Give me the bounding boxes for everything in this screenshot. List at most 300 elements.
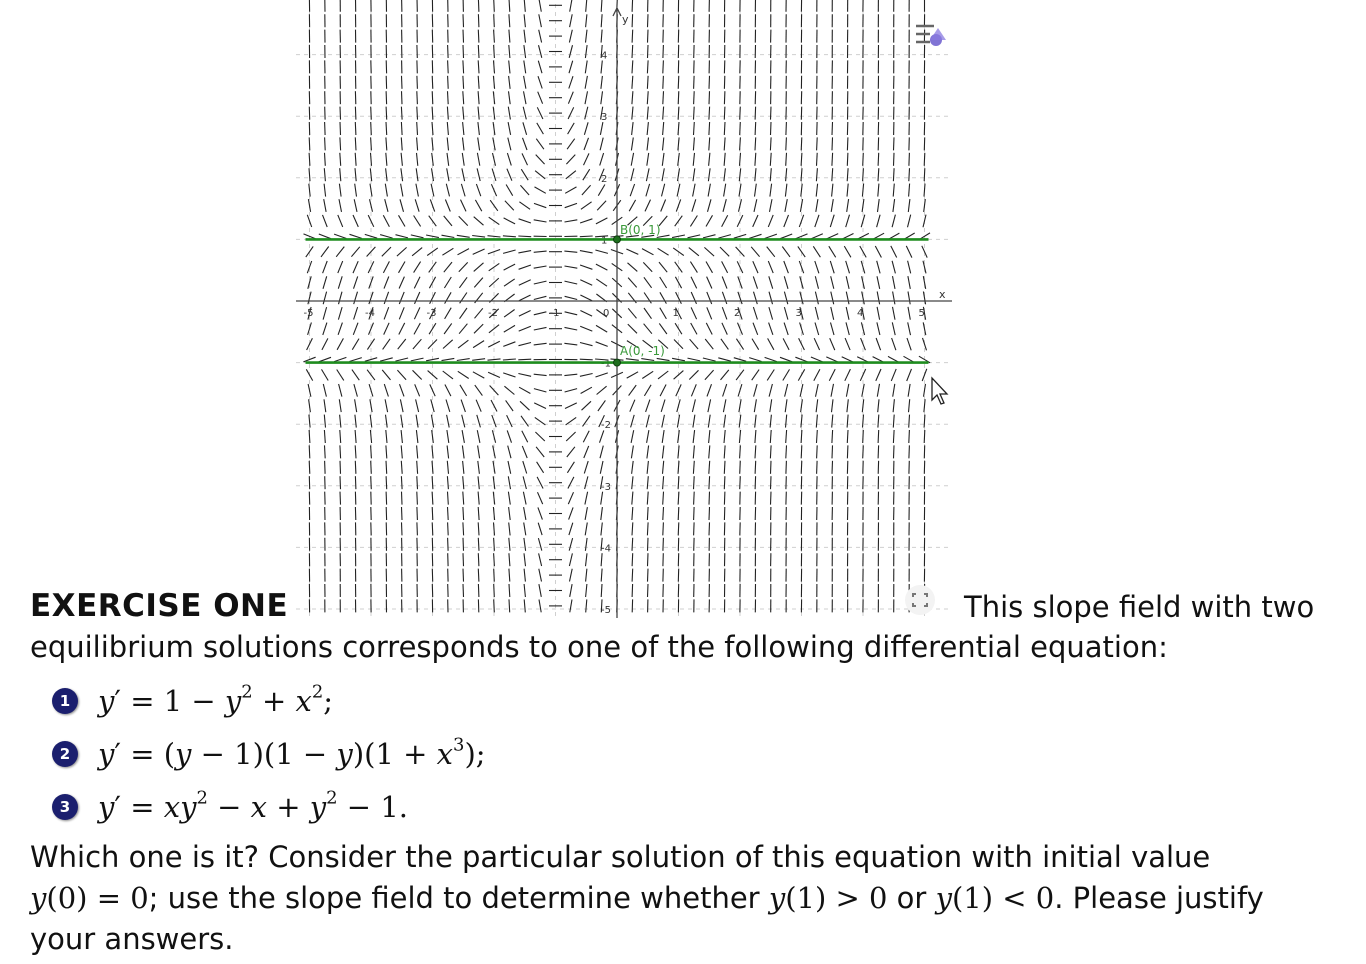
slope-segment [863,445,864,458]
slope-segment [323,276,327,289]
slope-segment [401,184,403,197]
slope-segment [507,153,511,165]
slope-segment [846,261,850,273]
slope-segment [414,307,420,319]
slope-segment [909,168,910,181]
slope-segment [509,584,510,597]
slope-segment [860,369,865,381]
slope-segment [632,553,633,566]
slope-segment [447,446,449,459]
slope-segment [754,292,758,304]
slope-segment [417,522,418,535]
slope-segment [689,248,699,256]
slope-segment [565,403,577,409]
slope-segment [598,400,606,411]
slope-segment [674,371,684,380]
slope-segment [337,370,344,381]
slope-segment [585,507,587,520]
slope-segment [509,0,510,12]
slope-segment [642,371,653,378]
slope-segment [784,292,787,305]
slope-segment [539,553,542,566]
slope-segment [380,235,393,239]
slope-segment [586,553,588,566]
slope-segment [459,277,467,288]
slope-segment [601,30,602,43]
slope-segment [677,399,680,412]
slope-segment [878,430,879,443]
slope-segment [722,307,727,319]
slope-segment [383,339,391,350]
slope-segment [755,153,756,166]
slope-segment [355,476,356,489]
slope-segment [507,169,512,181]
slope-segment [878,153,879,166]
slope-segment [678,507,679,520]
slope-segment [800,199,802,212]
slope-segment [691,277,697,289]
slope-segment [600,122,603,135]
slope-segment [402,91,403,104]
slope-segment [580,265,592,269]
slope-segment [492,415,496,427]
slope-segment [755,168,756,181]
slope-segment [417,476,418,489]
slope-segment [908,276,910,289]
slope-segment [338,323,342,335]
slope-segment [463,107,464,120]
slope-segment [815,292,818,305]
slope-segment [690,262,697,273]
slope-segment [539,569,542,582]
slope-segment [583,169,590,180]
slope-segment [478,0,479,12]
slope-segment [831,307,834,320]
slope-segment [386,492,387,505]
slope-segment [354,292,358,304]
slope-segment [646,415,649,428]
slope-segment [461,400,465,412]
slope-segment [386,107,387,120]
slope-segment [534,374,547,375]
slope-segment [338,276,342,288]
slope-segment [417,122,418,135]
slope-segment [431,399,434,412]
slope-segment [416,184,419,197]
slope-segment [401,415,403,428]
slope-segment [632,91,633,104]
slope-segment [596,218,608,224]
slope-segment [461,200,467,212]
slope-segment [786,445,787,458]
slope-segment [630,184,634,196]
slope-segment [504,264,515,270]
slope-segment [847,199,849,212]
slope-segment [460,385,467,396]
option-1-equation: $y' = 1 - y^2 + x^2$; [98,681,334,718]
slope-segment [832,184,833,197]
slope-segment [414,277,420,289]
slope-segment [538,538,541,551]
slope-segment [535,432,544,441]
slope-segment [569,76,573,88]
slope-segment [648,584,649,597]
slope-segment [646,184,650,197]
slope-segment [677,415,679,428]
slope-segment [817,445,818,458]
slope-segment [703,235,716,238]
slope-segment [417,137,418,150]
slope-segment [478,446,480,459]
slope-segment [688,235,701,238]
slope-segment [463,138,465,151]
slope-segment [770,399,772,412]
slope-segment [644,308,652,319]
slope-segment [694,492,695,505]
slope-segment [709,76,710,89]
slope-segment [678,522,679,535]
slope-segment [632,461,634,474]
slope-segment [632,60,633,73]
option-1-number-badge: 1 [52,688,78,714]
slope-segment [355,168,356,181]
slope-segment [534,327,547,330]
slope-segment [660,308,667,319]
slope-segment [694,122,695,135]
slope-segment [629,200,635,211]
slope-segment [490,200,498,211]
slope-segment [448,492,449,505]
option-3-equation: $y' = xy^2 - x + y^2 - 1$. [98,787,408,824]
slope-segment [600,461,603,474]
slope-field-canvas[interactable] [296,0,952,620]
question-line2 [30,881,1264,915]
slope-segment [632,492,633,505]
slope-segment [628,324,637,333]
slope-segment [399,277,404,289]
slope-segment [386,430,387,443]
slope-segment [909,415,910,428]
slope-segment [770,137,771,150]
grid-lines [296,4,952,616]
slope-segment [847,184,848,197]
slope-segment [771,476,772,489]
slope-segment [786,461,787,474]
slope-segment [509,553,510,566]
slope-segment [724,168,726,181]
slope-segment [693,153,694,166]
slope-segment [382,247,391,256]
slope-segment [769,323,773,335]
slope-segment [631,153,633,166]
slope-segment [463,91,464,104]
slope-segment [478,107,479,120]
slope-segment [509,523,510,536]
y-tick-label: 4 [601,50,608,62]
slope-segment [448,507,449,520]
slope-segment [659,262,667,272]
slope-segment [308,199,310,212]
slope-segment [488,236,501,237]
slope-segment [580,251,593,253]
x-tick-label: 0 [603,308,610,319]
slope-segment [708,168,710,181]
slope-segment [504,325,515,332]
slope-segment [601,553,602,566]
slope-segment [568,107,574,119]
slope-segment [585,76,587,89]
slope-segment [444,277,451,288]
slope-segment [923,215,926,228]
slope-segment [504,279,515,286]
slope-segment [509,45,510,58]
slope-segment [411,358,424,361]
slope-segment [386,153,387,166]
axes [296,8,952,618]
slope-segment [447,138,448,151]
slope-segment [648,30,649,43]
slope-segment [324,184,326,197]
slope-segment [351,247,359,257]
slope-segment [660,277,667,288]
slope-segment [585,45,587,58]
slope-segment [417,91,418,104]
slope-segment [566,155,575,165]
slope-segment [709,122,710,135]
graphics-menu-icon[interactable] [908,14,950,56]
slope-segment [353,323,358,335]
slope-segment [504,310,514,318]
slope-segment [478,492,479,505]
slope-segment [738,384,742,396]
slope-segment [494,0,495,12]
slope-segment [565,296,578,299]
slope-segment [323,307,327,320]
slope-segment [506,185,513,196]
slope-segment [417,507,418,520]
slope-segment [539,600,541,613]
slope-segment [908,292,910,305]
condition-negative: y(1) < 0 [935,881,1055,915]
slope-segment [662,184,665,197]
slope-segment [600,138,603,151]
slope-segment [694,522,695,535]
slope-segment [524,599,525,612]
slope-segment [463,538,464,551]
slope-segment [647,507,648,520]
slope-segment [709,445,710,458]
slope-segment [924,199,926,212]
slope-segment [751,247,759,257]
slope-segment [443,340,453,349]
slope-segment [580,295,592,301]
slope-segment [521,169,528,180]
slope-segment [475,308,483,318]
slope-segment [429,216,437,227]
slope-segment [490,386,499,396]
slope-segment [463,507,464,520]
slope-segment [524,76,526,89]
slope-segment [355,184,357,197]
slope-segment [740,153,741,166]
question-line2-part3: . Please justify [1054,881,1264,915]
slope-segment [565,203,577,207]
slope-segment [908,199,910,212]
slope-segment [401,107,402,120]
slope-segment [491,400,497,412]
slope-segment [830,215,834,227]
slope-segment [662,153,664,166]
slope-segment [878,445,879,458]
slope-segment [749,234,761,238]
slope-segment [922,369,927,381]
slope-segment [402,507,403,520]
slope-segment [539,45,542,58]
slope-segment [893,399,894,412]
slope-segment [601,14,602,27]
slope-segment [309,399,311,412]
slope-segment [386,122,387,135]
slope-segment [753,215,758,227]
slope-segment [416,399,419,412]
slope-segment [694,76,695,89]
slope-segment [538,76,542,88]
point-b[interactable] [614,236,621,243]
slope-segment [518,359,531,360]
slope-segment [647,522,648,535]
slope-segment [447,476,448,489]
slope-segment [477,430,480,443]
slope-segment [478,476,479,489]
x-tick-label: 5 [918,308,925,319]
slope-segment [447,153,449,166]
slope-segment [325,137,326,150]
slope-segment [647,138,649,151]
slope-segment [753,276,757,288]
slope-segment [396,235,409,238]
slope-segment [724,492,725,505]
slope-segment [709,492,710,505]
exercise-title: EXERCISE ONE [30,588,289,624]
slope-segment [340,168,341,181]
slope-segment [447,430,449,443]
slope-field-graph[interactable] [296,0,952,620]
slope-segment [371,461,372,474]
slope-segment [909,399,910,412]
slope-segment [786,137,787,150]
slope-segment [519,265,531,269]
slope-segment [523,138,528,150]
slope-segment [401,122,402,135]
slope-segment [585,476,588,489]
slope-segment [663,138,664,151]
slope-segment [813,246,820,257]
slope-segment [535,187,546,193]
slope-segment [707,277,712,289]
slope-segment [632,14,633,27]
slope-segment [705,339,713,349]
slope-segment [663,492,664,505]
slope-segment [693,461,694,474]
slope-segment [586,569,587,582]
slope-segment [367,370,375,380]
slope-segment [632,476,633,489]
slope-segment [863,430,864,443]
slope-segment [582,401,592,410]
point-a[interactable] [614,359,621,366]
slope-segment [478,14,479,27]
slope-segment [770,199,773,212]
slope-segment [877,276,880,289]
slope-segment [524,91,527,104]
slope-segment [478,553,479,566]
slope-segment [539,584,541,597]
slope-segment [660,385,666,397]
slope-segment [877,322,880,335]
fullscreen-icon[interactable] [900,584,940,616]
slope-segment [601,569,602,582]
slope-segment [413,370,422,379]
slope-segment [401,168,403,181]
slope-segment [694,107,695,120]
slope-segment [519,387,530,393]
slope-segment [478,461,480,474]
slope-segment [893,168,894,181]
slope-segment [504,218,515,224]
slope-segment [460,308,468,319]
slope-segment [771,461,772,474]
slope-segment [417,153,418,166]
slope-segment [340,107,341,120]
slope-segment [569,61,573,73]
slope-segment [309,168,310,181]
slope-segment [463,522,464,535]
slope-segment [723,199,726,212]
slope-segment [631,415,635,428]
slope-segment [585,523,587,536]
slope-segment [460,293,467,304]
slope-segment [658,371,668,379]
slope-segment [600,153,604,165]
slope-segment [478,122,480,135]
slope-segment [523,492,526,505]
slope-segment [519,326,531,331]
slope-segment [786,153,787,166]
slope-segment [694,476,695,489]
slope-segment [784,261,789,273]
slope-segment [632,45,633,58]
slope-segment [924,399,925,412]
x-tick-label: -4 [365,308,375,319]
slope-segment [370,184,372,197]
slope-segment [862,184,863,197]
slope-segment [534,266,547,268]
slope-segment [534,389,547,392]
x-axis-label: x [939,288,946,301]
slope-segment [442,248,453,255]
slope-segment [478,138,480,151]
slope-segment [908,384,910,397]
slope-segment [582,185,591,195]
slope-segment [661,200,666,212]
slope-segment [878,168,879,181]
slope-segment [414,323,420,334]
slope-segment [892,338,896,350]
slope-segment [645,200,651,212]
slope-segment [769,384,772,397]
slope-segment [402,76,403,89]
slope-segment [569,30,572,43]
